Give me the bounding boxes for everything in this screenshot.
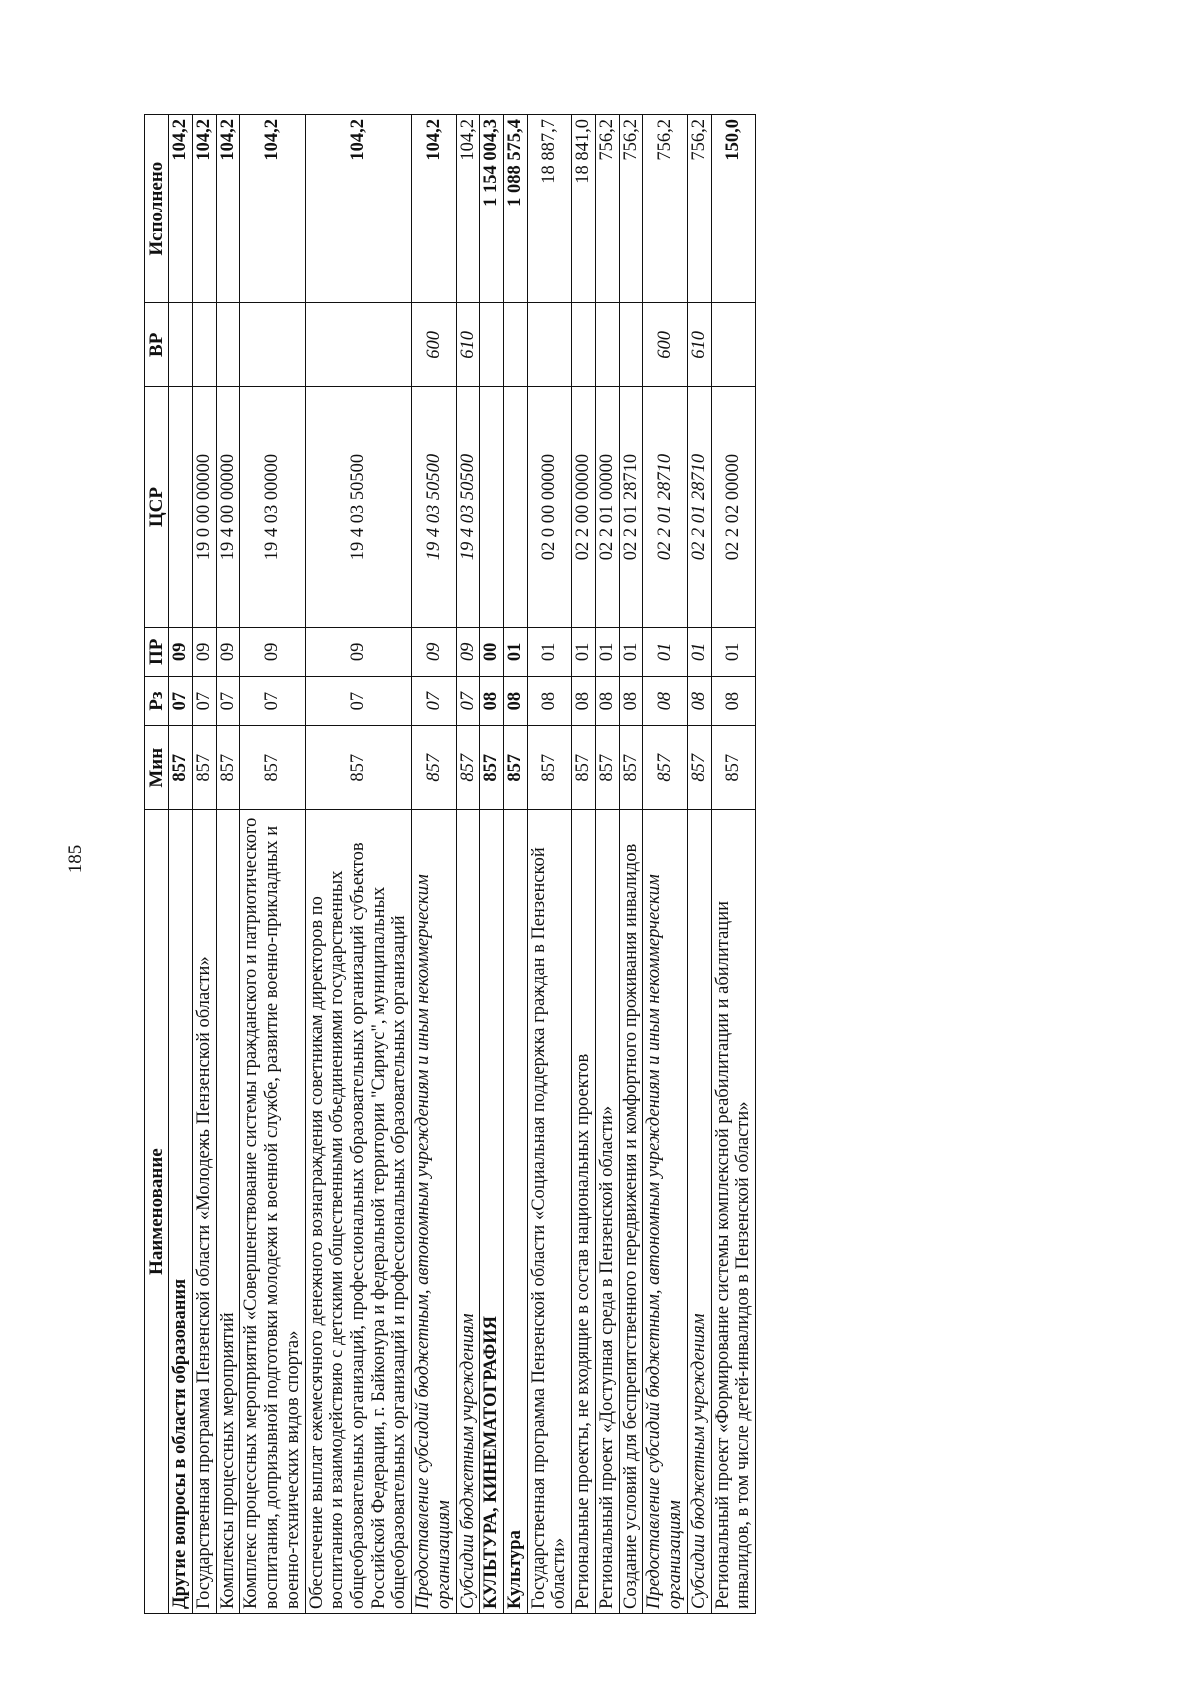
table-row [412, 115, 456, 1614]
header-isp: Исполнено [145, 115, 169, 303]
cell-name: Государственная программа Пензенской области «Молодежь Пензенской области» [192, 810, 216, 1614]
cell-isp: 104,2 [305, 115, 412, 303]
cell-isp: 756,2 [643, 115, 687, 303]
cell-rz: 08 [595, 676, 619, 725]
cell-isp: 104,2 [240, 115, 305, 303]
cell-pr: 09 [305, 627, 412, 676]
cell-vr [216, 303, 240, 387]
table-row [643, 115, 687, 1614]
cell-isp: 756,2 [595, 115, 619, 303]
table-row [572, 115, 596, 1614]
cell-name: Предоставление субсидий бюджетным, автономным учреждениям и иным некоммерческим организациям [412, 810, 456, 1614]
cell-min: 857 [169, 726, 193, 810]
header-vr: ВР [145, 303, 169, 387]
cell-rz: 08 [527, 676, 571, 725]
budget-table [144, 114, 756, 1614]
cell-vr [480, 303, 504, 387]
cell-rz: 07 [240, 676, 305, 725]
cell-isp: 150,0 [711, 115, 755, 303]
page-number: 185 [65, 844, 86, 874]
cell-vr [169, 303, 193, 387]
cell-min: 857 [216, 726, 240, 810]
cell-csr: 02 2 01 00000 [595, 387, 619, 627]
cell-pr: 01 [595, 627, 619, 676]
table-row [504, 115, 528, 1614]
cell-csr [504, 387, 528, 627]
cell-name: Государственная программа Пензенской области «Социальная поддержка граждан в Пензенской области» [527, 810, 571, 1614]
cell-pr: 09 [456, 627, 480, 676]
cell-vr [305, 303, 412, 387]
cell-isp: 104,2 [216, 115, 240, 303]
table-row [192, 115, 216, 1614]
cell-vr [504, 303, 528, 387]
cell-isp: 756,2 [687, 115, 711, 303]
cell-name: Региональный проект «Формирование системы комплексной реабилитации и абилитации инвалидов, в том числе детей-инвалидов в Пензенской области» [711, 810, 755, 1614]
cell-csr: 19 4 03 50500 [412, 387, 456, 627]
cell-csr: 02 2 02 00000 [711, 387, 755, 627]
cell-pr: 01 [687, 627, 711, 676]
cell-name: Предоставление субсидий бюджетным, автономным учреждениям и иным некоммерческим организациям [643, 810, 687, 1614]
cell-isp: 756,2 [619, 115, 643, 303]
cell-name: Культура [504, 810, 528, 1614]
cell-pr: 09 [412, 627, 456, 676]
cell-name: Комплекс процессных мероприятий «Совершенствование системы гражданского и патриотического воспитания, допризывной подготовки молодежи к военной службе, развитие военно-прикладных и военно-технических видов спорта» [240, 810, 305, 1614]
cell-rz: 07 [412, 676, 456, 725]
cell-vr: 600 [643, 303, 687, 387]
cell-vr [240, 303, 305, 387]
cell-pr: 01 [711, 627, 755, 676]
cell-isp: 18 841,0 [572, 115, 596, 303]
cell-rz: 07 [456, 676, 480, 725]
cell-pr: 01 [643, 627, 687, 676]
cell-min: 857 [192, 726, 216, 810]
table-row [169, 115, 193, 1614]
cell-min: 857 [572, 726, 596, 810]
cell-vr: 600 [412, 303, 456, 387]
header-csr: ЦСР [145, 387, 169, 627]
cell-csr: 19 4 03 50500 [305, 387, 412, 627]
cell-isp: 1 088 575,4 [504, 115, 528, 303]
cell-pr: 09 [192, 627, 216, 676]
table-row [595, 115, 619, 1614]
cell-isp: 18 887,7 [527, 115, 571, 303]
cell-vr [619, 303, 643, 387]
cell-rz: 08 [711, 676, 755, 725]
cell-name: Региональные проекты, не входящие в состав национальных проектов [572, 810, 596, 1614]
cell-name: Обеспечение выплат ежемесячного денежного вознаграждения советникам директоров по воспитанию и взаимодействию с детскими общественными объединениями государственных общеобразовательных организаций, профессиональных образовательных организаций субъектов Российской Федерации, г. Байконура и федеральной территории "Сириус", муниципальных общеобразовательных организаций и профессиональных образовательных организаций [305, 810, 412, 1614]
cell-rz: 08 [619, 676, 643, 725]
cell-pr: 01 [572, 627, 596, 676]
cell-rz: 08 [504, 676, 528, 725]
cell-isp: 1 154 004,3 [480, 115, 504, 303]
cell-rz: 08 [643, 676, 687, 725]
cell-isp: 104,2 [169, 115, 193, 303]
cell-vr [595, 303, 619, 387]
cell-rz: 07 [216, 676, 240, 725]
cell-isp: 104,2 [192, 115, 216, 303]
cell-name: КУЛЬТУРА, КИНЕМАТОГРАФИЯ [480, 810, 504, 1614]
header-min: Мин [145, 726, 169, 810]
table-row [240, 115, 305, 1614]
rotated-page-content [144, 114, 1040, 1614]
cell-pr: 09 [240, 627, 305, 676]
cell-csr: 19 0 00 00000 [192, 387, 216, 627]
cell-name: Другие вопросы в области образования [169, 810, 193, 1614]
cell-pr: 01 [504, 627, 528, 676]
cell-pr: 00 [480, 627, 504, 676]
cell-csr: 02 2 01 28710 [643, 387, 687, 627]
cell-min: 857 [412, 726, 456, 810]
table-row [619, 115, 643, 1614]
cell-vr: 610 [456, 303, 480, 387]
cell-pr: 09 [216, 627, 240, 676]
table-row [527, 115, 571, 1614]
cell-isp: 104,2 [456, 115, 480, 303]
table-row [711, 115, 755, 1614]
cell-min: 857 [643, 726, 687, 810]
cell-min: 857 [456, 726, 480, 810]
cell-rz: 08 [687, 676, 711, 725]
table-row [687, 115, 711, 1614]
cell-rz: 07 [192, 676, 216, 725]
cell-vr [711, 303, 755, 387]
cell-vr [192, 303, 216, 387]
header-rz: Рз [145, 676, 169, 725]
cell-name: Комплексы процессных мероприятий [216, 810, 240, 1614]
cell-min: 857 [527, 726, 571, 810]
cell-min: 857 [687, 726, 711, 810]
cell-vr: 610 [687, 303, 711, 387]
cell-csr: 19 4 03 50500 [456, 387, 480, 627]
cell-csr: 02 2 01 28710 [687, 387, 711, 627]
cell-isp: 104,2 [412, 115, 456, 303]
cell-min: 857 [619, 726, 643, 810]
cell-pr: 09 [169, 627, 193, 676]
cell-csr [480, 387, 504, 627]
cell-pr: 01 [619, 627, 643, 676]
cell-min: 857 [305, 726, 412, 810]
cell-csr: 02 2 00 00000 [572, 387, 596, 627]
cell-rz: 08 [572, 676, 596, 725]
table-body [169, 115, 756, 1614]
table-row [480, 115, 504, 1614]
cell-name: Региональный проект «Доступная среда в Пензенской области» [595, 810, 619, 1614]
cell-csr: 02 0 00 00000 [527, 387, 571, 627]
cell-pr: 01 [527, 627, 571, 676]
cell-vr [527, 303, 571, 387]
cell-name: Субсидии бюджетным учреждениям [687, 810, 711, 1614]
table-header-row [145, 115, 169, 1614]
cell-rz: 07 [305, 676, 412, 725]
table-row [456, 115, 480, 1614]
cell-rz: 08 [480, 676, 504, 725]
cell-name: Субсидии бюджетным учреждениям [456, 810, 480, 1614]
cell-min: 857 [595, 726, 619, 810]
cell-csr: 19 4 00 00000 [216, 387, 240, 627]
cell-csr [169, 387, 193, 627]
table-row [216, 115, 240, 1614]
cell-vr [572, 303, 596, 387]
header-pr: ПР [145, 627, 169, 676]
cell-csr: 19 4 03 00000 [240, 387, 305, 627]
cell-csr: 02 2 01 28710 [619, 387, 643, 627]
cell-rz: 07 [169, 676, 193, 725]
cell-min: 857 [504, 726, 528, 810]
cell-name: Создание условий для беспрепятственного передвижения и комфортного проживания инвалидов [619, 810, 643, 1614]
table-row [305, 115, 412, 1614]
header-name: Наименование [145, 810, 169, 1614]
cell-min: 857 [711, 726, 755, 810]
cell-min: 857 [240, 726, 305, 810]
cell-min: 857 [480, 726, 504, 810]
